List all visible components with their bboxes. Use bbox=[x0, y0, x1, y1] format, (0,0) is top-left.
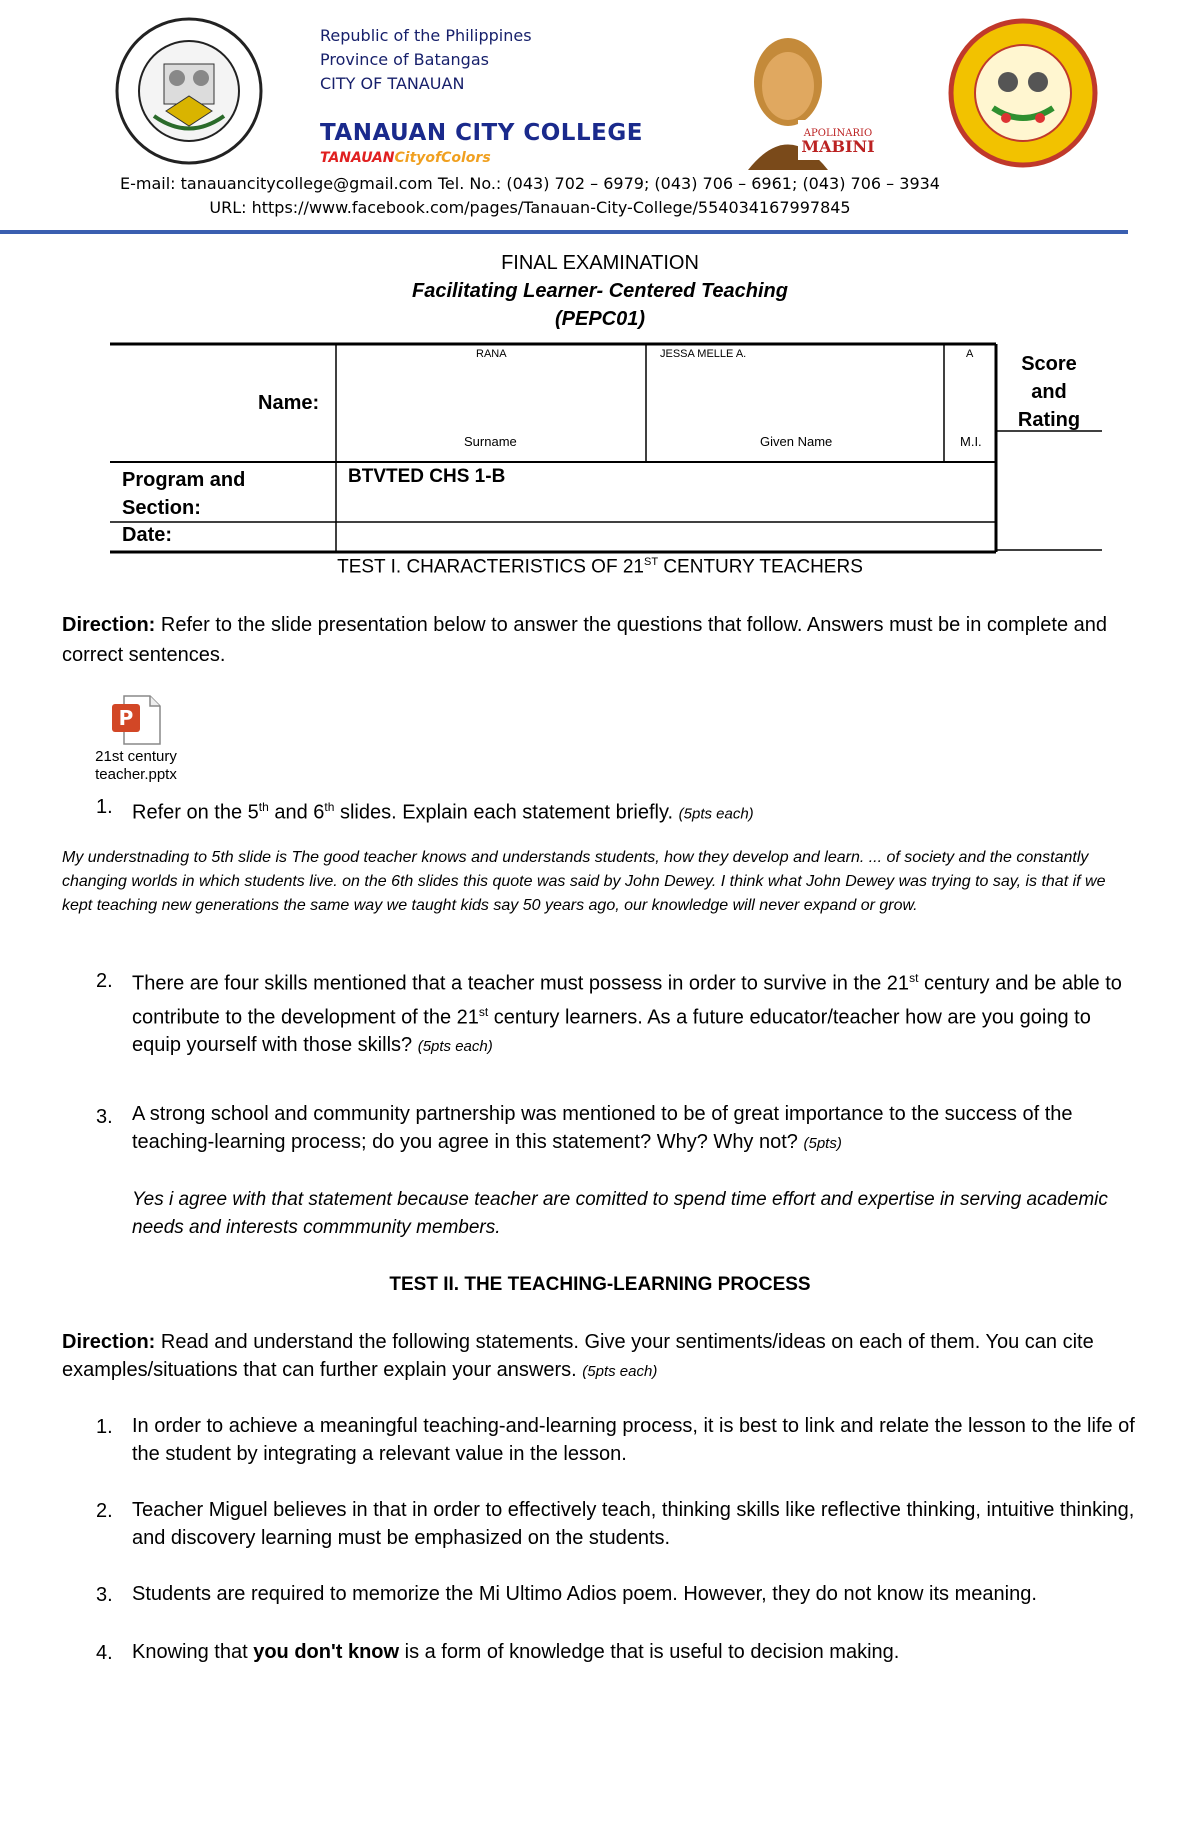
q3-text: A strong school and community partnership was mentioned to be of great importance to the success of the teaching-learning process; do you agree in this statement? Why? Why not? (5pts) bbox=[132, 1103, 1073, 1153]
t2-item4-text: Knowing that you don't know is a form of knowledge that is useful to decision making. bbox=[132, 1641, 900, 1663]
test2-direction: Direction: Read and understand the following statements. Give your sentiments/ideas on each of them. You can cite examples/situations that can further explain your answers. (5pts each) bbox=[62, 1331, 1094, 1381]
college-name: TANAUAN CITY COLLEGE bbox=[320, 120, 643, 146]
q2-text: There are four skills mentioned that a teacher must possess in order to survive in the 21st century and be able to contribute to the development of the 21st century learners. As a future educator/teacher how are you going to equip yourself with those skills? (5pts each) bbox=[132, 971, 1122, 1057]
q1-number: 1. bbox=[96, 796, 113, 818]
surname-value: RANA bbox=[476, 348, 507, 360]
svg-text:P: P bbox=[118, 706, 134, 730]
attachment-filename: 21st century teacher.pptx bbox=[95, 748, 177, 783]
contact-line: E-mail: tanauancitycollege@gmail.com Tel. No.: (043) 702 – 6979; (043) 706 – 6961; (043) 706 – 3934 bbox=[120, 174, 940, 193]
surname-caption: Surname bbox=[464, 434, 517, 449]
republic-line: Republic of the Philippines bbox=[320, 26, 532, 45]
powerpoint-file-icon bbox=[110, 694, 162, 746]
city-line: CITY OF TANAUAN bbox=[320, 74, 465, 93]
program-section-value: BTVTED CHS 1-B bbox=[348, 466, 506, 487]
svg-text:MABINI: MABINI bbox=[801, 137, 875, 156]
score-and-rating-label: Score and Rating bbox=[1017, 353, 1081, 431]
test2-heading: TEST II. THE TEACHING-LEARNING PROCESS bbox=[389, 1274, 811, 1295]
tanauan-city-seal bbox=[114, 16, 264, 166]
q3-number: 3. bbox=[96, 1106, 113, 1128]
t2-item4-number: 4. bbox=[96, 1642, 113, 1664]
given-name-value: JESSA MELLE A. bbox=[660, 348, 747, 360]
student-info-table bbox=[110, 342, 1104, 556]
q3-answer: Yes i agree with that statement because teacher are comitted to spend time effort and expertise in serving academic needs and interests commmunity members. bbox=[132, 1189, 1108, 1238]
t2-item1-text: In order to achieve a meaningful teaching-and-learning process, it is best to link and relate the lesson to the life of the student by integrating a relevant value in the lesson. bbox=[132, 1415, 1135, 1465]
tanauan-city-college-seal bbox=[948, 18, 1098, 168]
t2-item3-number: 3. bbox=[96, 1584, 113, 1606]
exam-title: FINAL EXAMINATION bbox=[501, 252, 699, 274]
middle-initial-value: A bbox=[966, 348, 974, 360]
url-line: URL: https://www.facebook.com/pages/Tanauan-City-College/554034167997845 bbox=[209, 198, 851, 217]
mabini-portrait-logo bbox=[728, 24, 878, 170]
middle-initial-caption: M.I. bbox=[960, 434, 982, 449]
province-line: Province of Batangas bbox=[320, 50, 489, 69]
test1-heading: TEST I. CHARACTERISTICS OF 21ST CENTURY TEACHERS bbox=[337, 556, 863, 578]
name-label: Name: bbox=[258, 392, 320, 414]
exam-subject: Facilitating Learner- Centered Teaching bbox=[411, 280, 788, 302]
t2-item1-number: 1. bbox=[96, 1416, 113, 1438]
exam-code: (PEPC01) bbox=[554, 308, 646, 330]
q1-answer: My understnading to 5th slide is The good teacher knows and understands students, how they develop and learn. ... of society and the constantly changing worlds in which students live. on the 6th slides this quote was said by John Dewey. I think what John Dewey was trying to say, is that if we kept teaching new generations the same way we taught kids say 50 years ago, our knowledge will never expand or grow. bbox=[62, 849, 1106, 914]
program-section-label: Program and Section: bbox=[122, 469, 246, 519]
t2-item2-text: Teacher Miguel believes in that in order to effectively teach, thinking skills like reflective thinking, intuitive thinking, and discovery learning must be emphasized on the students. bbox=[132, 1499, 1135, 1549]
svg-text:APOLINARIO: APOLINARIO bbox=[803, 128, 873, 139]
q2-number: 2. bbox=[96, 970, 113, 992]
given-name-caption: Given Name bbox=[760, 434, 833, 449]
t2-item3-text: Students are required to memorize the Mi Ultimo Adios poem. However, they do not know its meaning. bbox=[132, 1583, 1037, 1605]
test1-direction: Direction: Refer to the slide presentation below to answer the questions that follow. Answers must be in complete and correct sentences. bbox=[62, 614, 1107, 666]
pptx-attachment[interactable] bbox=[88, 694, 184, 784]
header-rule bbox=[0, 230, 1128, 234]
t2-item2-number: 2. bbox=[96, 1500, 113, 1522]
college-tagline: TANAUANCityofColors bbox=[320, 150, 491, 166]
q1-text: Refer on the 5th and 6th slides. Explain each statement briefly. (5pts each) bbox=[132, 800, 754, 824]
date-label: Date: bbox=[122, 524, 173, 546]
